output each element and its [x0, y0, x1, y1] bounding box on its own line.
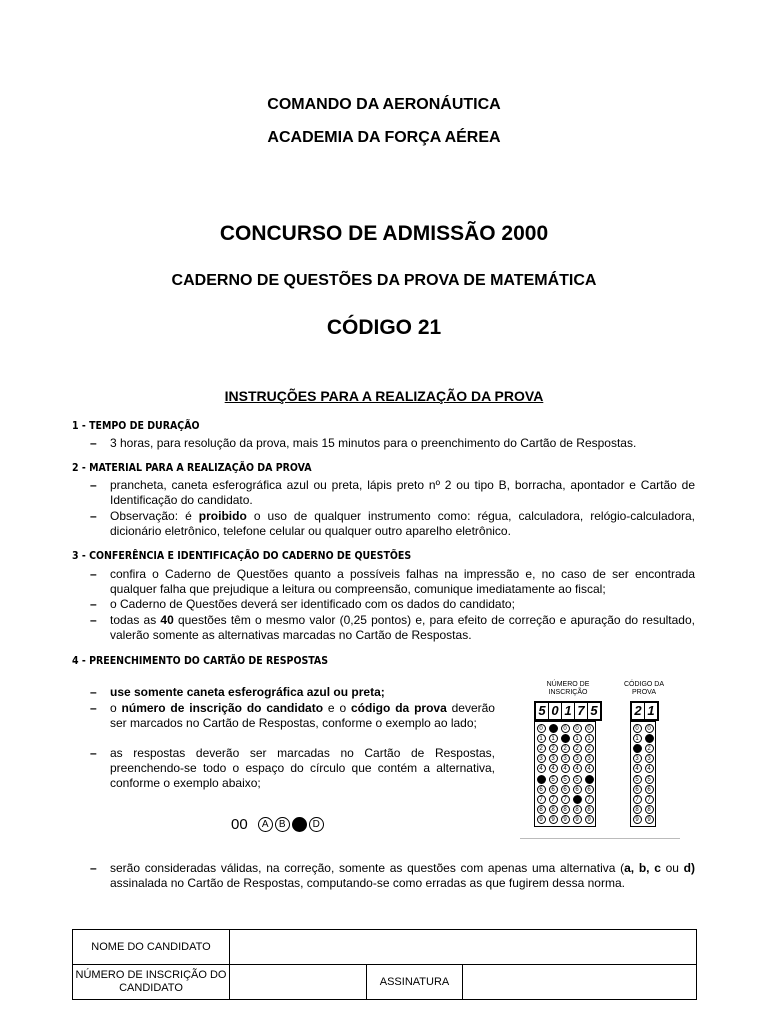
section-4-item-2: – o número de inscrição do candidato e o código da prova deverão ser marcados no Cartão de Respostas, conforme o exemplo ao lado; [90, 701, 495, 730]
bubble-cell: 2 [585, 744, 594, 753]
bubble-cell: 4 [633, 764, 642, 773]
bubble-cell: 1 [549, 734, 558, 743]
bubble-cell: 8 [561, 805, 570, 814]
name-label: NOME DO CANDIDATO [73, 930, 230, 965]
code-grid [630, 721, 656, 827]
answer-bubble-a: A [258, 817, 273, 832]
section-4-title: 4 - PREENCHIMENTO DO CARTÃO DE RESPOSTAS [72, 655, 329, 667]
bubble-cell: 2 [561, 744, 570, 753]
bubble-cell: 3 [585, 754, 594, 763]
digit-1: 0 [549, 703, 562, 719]
bubble-cell: 7 [549, 795, 558, 804]
bubble-cell: 4 [537, 764, 546, 773]
bubble-cell: 0 [585, 724, 594, 733]
inscription-label: NÚMERO DE INSCRIÇÃO [546, 681, 590, 696]
digit-2: 1 [562, 703, 575, 719]
section-3-item-2: – o Caderno de Questões deverá ser identificado com os dados do candidato; [90, 597, 515, 611]
bubble-cell: 7 [585, 795, 594, 804]
bubble-cell: 8 [573, 805, 582, 814]
bubble-cell: 5 [633, 775, 642, 784]
digit-4: 5 [590, 703, 598, 718]
bubble-cell: 7 [645, 795, 654, 804]
bubble-cell: 9 [561, 815, 570, 824]
bubble-cell: 2 [573, 744, 582, 753]
section-2-item-1: – prancheta, caneta esferográfica azul ou preta, lápis preto nº 2 ou tipo B, borracha, apontador e Cartão de Identificação do candidato. [90, 478, 695, 507]
bubble-cell: 6 [561, 785, 570, 794]
section-3-item-3: – todas as 40 questões têm o mesmo valor (0,25 pontos) e, para efeito de correção e apuração do resultado, valerão somente as alternativas marcadas no Cartão de Respostas. [90, 613, 695, 642]
exam-code: CÓDIGO 21 [326, 316, 442, 339]
section-1-item-1: – 3 horas, para resolução da prova, mais 15 minutos para o preenchimento do Cartão de Respostas. [90, 436, 637, 450]
bubble-cell: 0 [573, 724, 582, 733]
bubble-cell: 7 [561, 795, 570, 804]
bubble-cell: 8 [585, 805, 594, 814]
name-field[interactable] [230, 930, 697, 965]
answer-example [231, 816, 324, 833]
bubble-cell: 6 [633, 785, 642, 794]
bubble-cell: 8 [645, 805, 654, 814]
bubble-cell: 5 [573, 775, 582, 784]
section-4-item-4: – serão consideradas válidas, na correção, somente as questões com apenas uma alternativa (a, b, c ou d) assinalada no Cartão de Respostas, computando-se como erradas as que fugirem dessa norma. [90, 861, 695, 890]
answer-example-number: 00 [231, 816, 248, 833]
number-field[interactable] [230, 965, 367, 1000]
bubble-cell: 8 [549, 805, 558, 814]
bubble-cell [561, 734, 570, 743]
section-3-title: 3 - CONFERÊNCIA E IDENTIFICAÇÃO DO CADERNO DE QUESTÕES [72, 550, 412, 562]
bubble-cell: 0 [561, 724, 570, 733]
bubble-cell [633, 744, 642, 753]
section-3-item-1: – confira o Caderno de Questões quanto a possíveis falhas na impressão e, no caso de ser encontrada qualquer falha que prejudique a leitura ou compreensão, comunique imediatamente ao fiscal; [90, 567, 695, 596]
bubble-cell: 6 [537, 785, 546, 794]
bubble-cell: 6 [585, 785, 594, 794]
inscription-digits [534, 701, 602, 721]
bubble-cell: 2 [537, 744, 546, 753]
bubble-cell: 3 [633, 754, 642, 763]
digit-0: 2 [632, 703, 645, 719]
code-label: CÓDIGO DA PROVA [623, 681, 665, 696]
answer-bubble-c-filled [292, 817, 307, 832]
notebook-title: CADERNO DE QUESTÕES DA PROVA DE MATEMÁTICA [171, 272, 597, 289]
bubble-cell [585, 775, 594, 784]
signature-field[interactable] [463, 965, 697, 1000]
digit-1: 1 [647, 703, 655, 718]
digit-3: 7 [575, 703, 588, 719]
candidate-form [72, 929, 697, 1000]
bubble-cell: 9 [633, 815, 642, 824]
org-line-2: ACADEMIA DA FORÇA AÉREA [267, 129, 501, 146]
bubble-cell: 8 [537, 805, 546, 814]
bubble-cell: 3 [573, 754, 582, 763]
bubble-cell [549, 724, 558, 733]
bubble-cell [645, 734, 654, 743]
bubble-cell: 3 [645, 754, 654, 763]
bubble-cell: 9 [645, 815, 654, 824]
answer-bubble-b: B [275, 817, 290, 832]
bubble-cell: 9 [573, 815, 582, 824]
bubble-cell: 1 [537, 734, 546, 743]
bubble-cell [573, 795, 582, 804]
bubble-cell: 3 [549, 754, 558, 763]
bubble-cell: 9 [537, 815, 546, 824]
section-2-item-2: – Observação: é proibido o uso de qualquer instrumento como: régua, calculadora, relógio-calculadora, dicionário eletrônico, telefone celular ou qualquer outro aparelho eletrônico. [90, 509, 695, 538]
bubble-cell: 4 [573, 764, 582, 773]
answer-bubble-d: D [309, 817, 324, 832]
bubble-cell: 9 [549, 815, 558, 824]
bubble-cell: 1 [573, 734, 582, 743]
bubble-cell: 0 [645, 724, 654, 733]
signature-label: ASSINATURA [367, 965, 463, 1000]
bubble-cell: 3 [537, 754, 546, 763]
bubble-cell: 9 [585, 815, 594, 824]
bubble-cell: 4 [561, 764, 570, 773]
bubble-cell: 6 [645, 785, 654, 794]
bubble-cell: 8 [633, 805, 642, 814]
bubble-cell: 6 [549, 785, 558, 794]
code-digits [630, 701, 659, 721]
bubble-cell [537, 775, 546, 784]
bubble-cell: 1 [585, 734, 594, 743]
card-divider [520, 838, 680, 839]
bubble-cell: 0 [633, 724, 642, 733]
section-1-title: 1 - TEMPO DE DURAÇÃO [72, 420, 200, 432]
section-4-item-3: – as respostas deverão ser marcadas no Cartão de Respostas, preenchendo-se todo o espaço do círculo que contém a alternativa, conforme o exemplo abaixo; [90, 746, 495, 790]
section-2-title: 2 - MATERIAL PARA A REALIZAÇÃO DA PROVA [72, 462, 312, 474]
contest-title: CONCURSO DE ADMISSÃO 2000 [219, 222, 549, 245]
bubble-cell: 7 [633, 795, 642, 804]
instructions-title: INSTRUÇÕES PARA A REALIZAÇÃO DA PROVA [224, 388, 544, 404]
bubble-cell: 1 [633, 734, 642, 743]
inscription-grid [534, 721, 596, 827]
bubble-cell: 4 [549, 764, 558, 773]
bubble-cell: 5 [645, 775, 654, 784]
bubble-cell: 5 [549, 775, 558, 784]
bubble-cell: 4 [645, 764, 654, 773]
digit-0: 5 [536, 703, 549, 719]
bubble-cell: 2 [645, 744, 654, 753]
number-label: NÚMERO DE INSCRIÇÃO DO CANDIDATO [73, 965, 230, 1000]
bubble-cell: 7 [537, 795, 546, 804]
bubble-cell: 5 [561, 775, 570, 784]
bubble-cell: 0 [537, 724, 546, 733]
bubble-cell: 6 [573, 785, 582, 794]
bubble-cell: 2 [549, 744, 558, 753]
bubble-cell: 4 [585, 764, 594, 773]
section-4-item-1: – use somente caneta esferográfica azul ou preta; [90, 685, 385, 699]
org-line-1: COMANDO DA AERONÁUTICA [267, 96, 501, 113]
bubble-cell: 3 [561, 754, 570, 763]
